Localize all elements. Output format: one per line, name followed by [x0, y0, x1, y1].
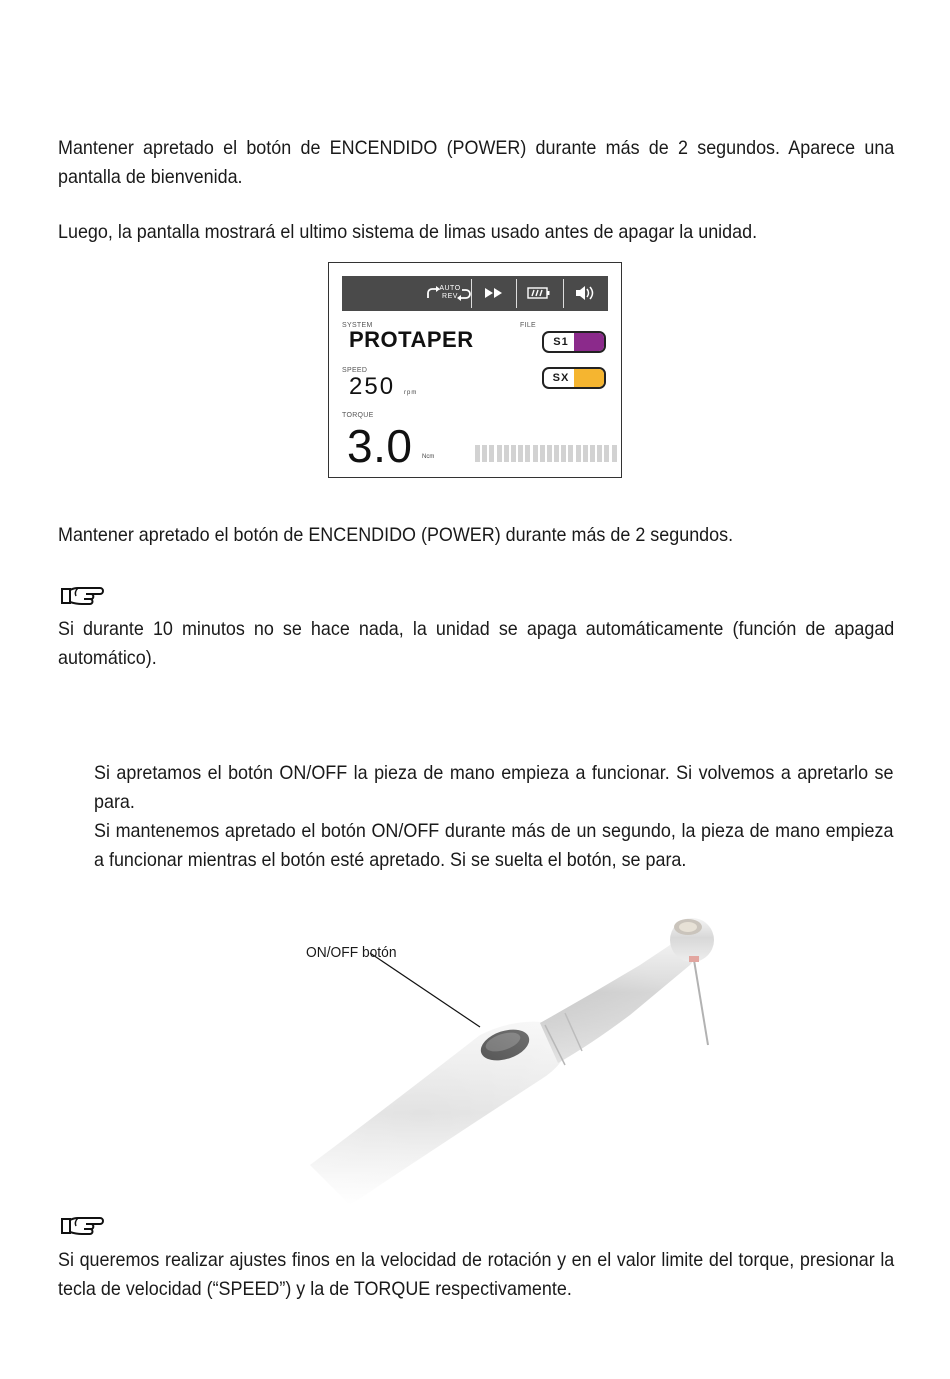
- speaker-icon: [574, 284, 596, 302]
- speed-unit: rpm: [404, 390, 418, 396]
- torque-bar-segment: [475, 445, 480, 462]
- torque-bar-segment: [561, 445, 566, 462]
- system-label: SYSTEM: [342, 322, 373, 329]
- paragraph-power-on: Mantener apretado el botón de ENCENDIDO (POWER) durante más de 2 segundos. Aparece una pantalla de bienvenida.: [58, 137, 895, 188]
- torque-value: 3.0: [347, 420, 413, 472]
- auto-reverse-icon: [422, 284, 476, 304]
- topbar-divider: [563, 279, 564, 308]
- file-label: FILE: [520, 322, 536, 329]
- torque-bar-segment: [497, 445, 502, 462]
- torque-label: TORQUE: [342, 412, 374, 419]
- system-value: PROTAPER: [349, 327, 474, 352]
- paragraph-onoff-toggle: Si apretamos el botón ON/OFF la pieza de mano empieza a funcionar. Si volvemos a apretarlo se para.: [94, 762, 894, 813]
- onoff-callout-label: ON/OFF botón: [306, 944, 397, 961]
- torque-bar-segment: [511, 445, 516, 462]
- torque-bar-segment: [612, 445, 617, 462]
- torque-bar-segment: [604, 445, 609, 462]
- torque-bar-segment: [583, 445, 588, 462]
- autorev-rev-label: REV: [442, 293, 458, 300]
- torque-bar-segment: [482, 445, 487, 462]
- file-color-swatch: [574, 333, 604, 351]
- pointing-hand-icon: [60, 1213, 108, 1237]
- fast-forward-icon: [483, 285, 505, 301]
- topbar-divider: [516, 279, 517, 308]
- file-button-sx: [542, 367, 606, 389]
- paragraph-last-system: Luego, la pantalla mostrará el ultimo sistema de limas usado antes de apagar la unidad.: [58, 221, 758, 243]
- topbar-divider: [471, 279, 472, 308]
- torque-bar-segment: [597, 445, 602, 462]
- torque-bar-segment: [568, 445, 573, 462]
- torque-bar-segment: [554, 445, 559, 462]
- torque-bar-segment: [590, 445, 595, 462]
- torque-bar-segment: [489, 445, 494, 462]
- speed-value: 250: [349, 373, 396, 400]
- file-name: SX: [552, 372, 570, 384]
- pointing-hand-icon: [60, 583, 108, 607]
- torque-bar-segment: [504, 445, 509, 462]
- torque-bar-segment: [533, 445, 538, 462]
- autorev-auto-label: AUTO: [439, 285, 461, 292]
- paragraph-auto-off: Si durante 10 minutos no se hace nada, la unidad se apaga automáticamente (función de apagad automático).: [58, 618, 895, 669]
- torque-bar-segment: [540, 445, 545, 462]
- torque-bar-gauge: [475, 445, 619, 463]
- file-color-swatch: [574, 369, 604, 387]
- torque-bar-segment: [576, 445, 581, 462]
- torque-bar-segment: [525, 445, 530, 462]
- torque-unit: Ncm: [422, 454, 435, 460]
- paragraph-onoff-hold: Si mantenemos apretado el botón ON/OFF durante más de un segundo, la pieza de mano empieza a funcionar mientras el botón esté apretado. Si se suelta el botón, se para.: [94, 820, 894, 871]
- screen-topbar: [342, 276, 608, 311]
- paragraph-fine-adjust: Si queremos realizar ajustes finos en la velocidad de rotación y en el valor limite del torque, presionar la tecla de velocidad (“SPEED”) y la de TORQUE respectivamente.: [58, 1249, 895, 1300]
- torque-bar-segment: [518, 445, 523, 462]
- file-name: S1: [553, 336, 569, 348]
- speed-label: SPEED: [342, 367, 368, 374]
- device-screen: [328, 262, 622, 478]
- paragraph-power-off: Mantener apretado el botón de ENCENDIDO (POWER) durante más de 2 segundos.: [58, 524, 734, 546]
- torque-bar-segment: [547, 445, 552, 462]
- battery-icon: [527, 287, 551, 299]
- file-button-s1: [542, 331, 606, 353]
